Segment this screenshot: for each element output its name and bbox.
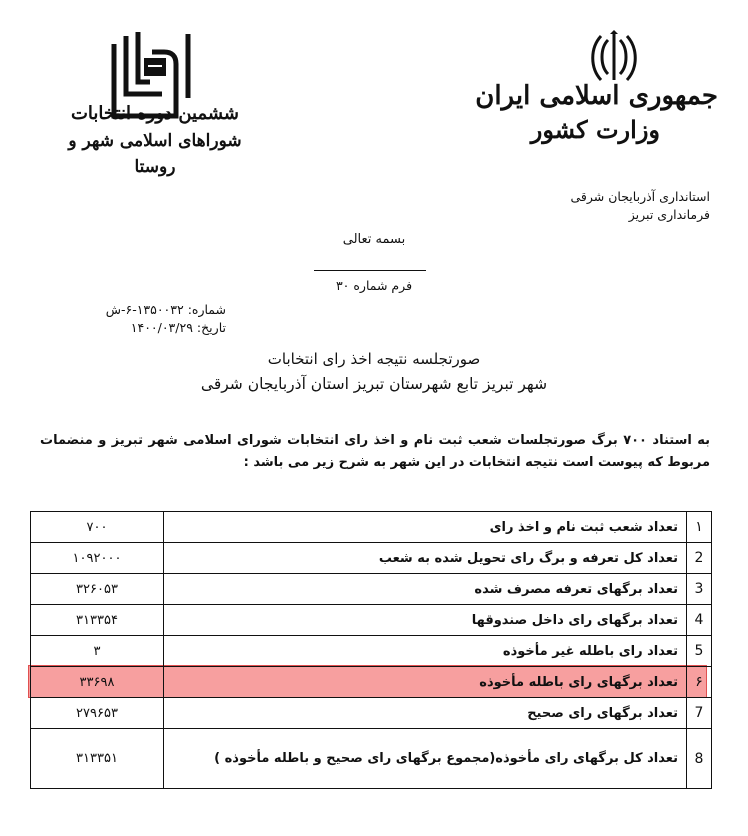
ministry-header [475, 78, 718, 146]
date-value: ۱۴۰۰/۰۳/۲۹ [130, 320, 193, 335]
row-number: 5 [687, 636, 712, 667]
divider [314, 270, 426, 271]
table-row [31, 729, 712, 789]
row-number: ۱ [687, 512, 712, 543]
row-value: ۳۱۳۳۵۴ [31, 605, 164, 636]
row-label: تعداد برگهای رای باطله مأخوذه [164, 667, 687, 698]
row-value: ۳ [31, 636, 164, 667]
row-label: تعداد شعب ثبت نام و اخذ رای [164, 512, 687, 543]
row-value: ۷۰۰ [31, 512, 164, 543]
councils-title: شوراهای اسلامی شهر و روستا [68, 131, 242, 177]
row-number: 8 [687, 729, 712, 789]
document-title: صورتجلسه نتیجه اخذ رای انتخابات [267, 350, 481, 368]
governorate-label: استانداری آذربایجان شرقی [570, 189, 710, 204]
ministry-title: وزارت کشور [530, 115, 660, 144]
row-number: 3 [687, 574, 712, 605]
row-value: ۳۳۶۹۸ [31, 667, 164, 698]
row-number: 4 [687, 605, 712, 636]
row-label: تعداد برگهای رای صحیح [164, 698, 687, 729]
governorship-label: فرمانداری تبریز [628, 207, 710, 222]
table-row [31, 698, 712, 729]
row-value: ۱۰۹۲۰۰۰ [31, 543, 164, 574]
date-label: تاریخ: [196, 320, 226, 335]
row-number: ۶ [687, 667, 712, 698]
election-round-title: ششمین دوره انتخابات [70, 103, 240, 124]
table-row [31, 512, 712, 543]
republic-title: جمهوری اسلامی ایران [475, 81, 718, 111]
office-block [571, 188, 710, 224]
table-row-highlighted [31, 667, 712, 698]
table-row [31, 605, 712, 636]
letter-meta [76, 301, 226, 337]
row-label: تعداد رای باطله غیر مأخوذه [164, 636, 687, 667]
intro-paragraph: به استناد ۷۰۰ برگ صورتجلسات شعب ثبت نام و اخذ رای انتخابات شورای اسلامی شهر تبریز و منضمات مربوط که پیوست است نتیجه انتخابات در این شهر به شرح زیر می باشد : [40, 433, 710, 470]
results-table [30, 511, 712, 789]
row-label: تعداد کل برگهای رای مأخوذه(مجموع برگهای رای صحیح و باطله مأخوذه ) [164, 729, 687, 789]
table-row [31, 574, 712, 605]
row-number: 7 [687, 698, 712, 729]
document-subtitle: شهر تبریز تابع شهرستان تبریز استان آذربایجان شرقی [200, 375, 548, 393]
row-value: ۳۲۶۰۵۳ [31, 574, 164, 605]
row-number: 2 [687, 543, 712, 574]
election-header [60, 100, 250, 180]
row-label: تعداد برگهای رای داخل صندوقها [164, 605, 687, 636]
letter-date [76, 319, 226, 337]
row-value: ۲۷۹۶۵۳ [31, 698, 164, 729]
row-value: ۳۱۳۳۵۱ [31, 729, 164, 789]
form-number: فرم شماره ۳۰ [335, 278, 413, 293]
row-label: تعداد برگهای تعرفه مصرف شده [164, 574, 687, 605]
letter-number [76, 301, 226, 319]
table-row [31, 636, 712, 667]
table-row [31, 543, 712, 574]
row-label: تعداد کل تعرفه و برگ رای تحویل شده به شعب [164, 543, 687, 574]
number-value: ۱۳۵۰۰۳۲-۶-ش [105, 302, 184, 317]
number-label: شماره: [187, 302, 226, 317]
bismillah: بسمه تعالی [342, 232, 406, 247]
